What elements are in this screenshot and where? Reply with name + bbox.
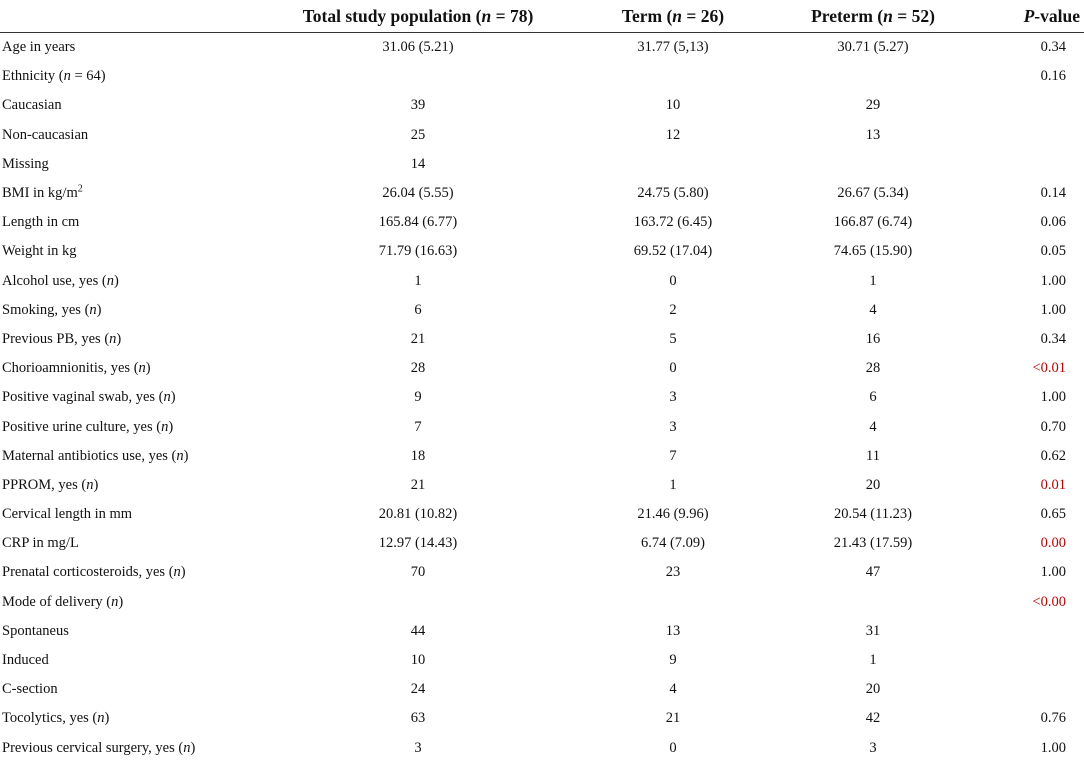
table-row [0, 150, 1084, 179]
cell-preterm: 42 [865, 710, 881, 727]
row-label-text: Caucasian [2, 97, 62, 114]
cell-p-value: 0.05 [1040, 243, 1066, 260]
cell-total: 12.97 (14.43) [378, 535, 458, 552]
row-label-text: Cervical length in mm [2, 506, 133, 523]
table-row [0, 296, 1084, 325]
cell-term: 163.72 (6.45) [633, 214, 713, 231]
cell-total: 70 [410, 564, 426, 581]
header-p-value: P-value [988, 0, 1084, 33]
row-label-suffix: ) [183, 447, 189, 464]
row-label-text: Maternal antibiotics use, yes ( [2, 447, 177, 464]
cell-preterm: 28 [865, 360, 881, 377]
row-label-variable: n [89, 301, 97, 318]
cell-p-value: 1.00 [1040, 301, 1066, 318]
cell-preterm: 1 [869, 652, 877, 669]
table-row [0, 354, 1084, 383]
cell-term: 1 [669, 476, 677, 493]
row-label-suffix: ) [116, 330, 122, 347]
cell-preterm: 74.65 (15.90) [833, 243, 913, 260]
row-label [0, 471, 248, 500]
cell-p-value: 1.00 [1040, 564, 1066, 581]
table-row [0, 529, 1084, 558]
row-label-text: PPROM, yes ( [2, 476, 87, 493]
row-label-variable: n [86, 476, 94, 493]
cell-preterm: 4 [869, 301, 877, 318]
cell-p-value: 0.06 [1040, 214, 1066, 231]
cell-total: 26.04 (5.55) [382, 185, 454, 202]
cell-total: 165.84 (6.77) [378, 214, 458, 231]
row-label-text: CRP in mg/L [2, 535, 79, 552]
cell-p-value: 0.34 [1040, 330, 1066, 347]
table-row [0, 208, 1084, 237]
cell-p-value: 0.00 [1040, 535, 1066, 552]
cell-p-value: 1.00 [1040, 739, 1066, 756]
cell-term: 4 [669, 681, 677, 698]
table-row [0, 383, 1084, 412]
row-label [0, 383, 248, 412]
cell-p-value: 0.16 [1040, 68, 1066, 85]
cell-p-value: 0.62 [1040, 447, 1066, 464]
cell-preterm: 47 [865, 564, 881, 581]
cell-total: 10 [410, 652, 426, 669]
row-label-text: Mode of delivery ( [2, 593, 112, 610]
row-label-variable: n [97, 710, 105, 727]
row-label-variable: n [138, 360, 146, 377]
row-label-suffix: ) [93, 476, 99, 493]
row-label-suffix: ) [168, 418, 174, 435]
header-total-population: Total study population (n = 78) [248, 0, 588, 33]
table-row [0, 325, 1084, 354]
cell-total: 9 [414, 389, 422, 406]
cell-p-value [988, 91, 1084, 120]
table-row [0, 588, 1084, 617]
row-label-variable: n [161, 418, 169, 435]
row-label-suffix: ) [118, 593, 124, 610]
table-row [0, 237, 1084, 266]
cell-total: 25 [410, 126, 426, 143]
cell-total: 7 [414, 418, 422, 435]
row-label-text: Age in years [2, 39, 76, 56]
table-row [0, 704, 1084, 733]
table-row [0, 617, 1084, 646]
row-label [0, 296, 248, 325]
cell-p-value [988, 646, 1084, 675]
cell-p-value: 0.70 [1040, 418, 1066, 435]
cell-p-value: 0.14 [1040, 185, 1066, 202]
cell-preterm: 30.71 (5.27) [837, 39, 909, 56]
row-label-text: Positive urine culture, yes ( [2, 418, 162, 435]
cell-p-value: 1.00 [1040, 389, 1066, 406]
row-label-suffix: ) [145, 360, 151, 377]
cell-total: 18 [410, 447, 426, 464]
cell-p-value: 0.65 [1040, 506, 1066, 523]
cell-total: 63 [410, 710, 426, 727]
cell-p-value: 0.76 [1040, 710, 1066, 727]
cell-preterm: 3 [869, 739, 877, 756]
row-label [0, 704, 248, 733]
row-label [0, 646, 248, 675]
row-label [0, 121, 248, 150]
cell-term [588, 62, 758, 91]
table-row [0, 62, 1084, 91]
table-row [0, 267, 1084, 296]
cell-term: 21 [665, 710, 681, 727]
header-label-column [0, 0, 248, 33]
row-label-variable: n [106, 272, 114, 289]
header-row [0, 0, 1084, 33]
row-label [0, 237, 248, 266]
table-row [0, 179, 1084, 208]
cell-total: 31.06 (5.21) [382, 39, 454, 56]
row-label [0, 354, 248, 383]
cell-term [588, 150, 758, 179]
cell-preterm: 166.87 (6.74) [833, 214, 913, 231]
cell-term: 13 [665, 622, 681, 639]
row-label [0, 325, 248, 354]
row-label [0, 529, 248, 558]
cell-total: 39 [410, 97, 426, 114]
table-row [0, 33, 1084, 63]
row-label [0, 412, 248, 441]
table-row [0, 500, 1084, 529]
cell-total: 6 [414, 301, 422, 318]
row-label [0, 62, 248, 91]
cell-term: 2 [669, 301, 677, 318]
row-label-suffix: ) [104, 710, 110, 727]
cell-total: 24 [410, 681, 426, 698]
row-label-text: BMI in kg/m [2, 185, 78, 202]
cell-preterm: 26.67 (5.34) [837, 185, 909, 202]
row-label-variable: n [183, 739, 191, 756]
cell-term: 21.46 (9.96) [637, 506, 709, 523]
row-label [0, 588, 248, 617]
row-label-text: Previous cervical surgery, yes ( [2, 739, 184, 756]
row-label-variable: n [109, 330, 117, 347]
row-label-text: Weight in kg [2, 243, 77, 260]
row-label-variable: n [176, 447, 184, 464]
cell-preterm: 4 [869, 418, 877, 435]
row-label-text: Positive vaginal swab, yes ( [2, 389, 164, 406]
cell-preterm [758, 62, 988, 91]
table-row [0, 121, 1084, 150]
row-label-text: C-section [2, 681, 58, 698]
row-label [0, 558, 248, 587]
cell-total [248, 588, 588, 617]
table-row [0, 442, 1084, 471]
row-label [0, 500, 248, 529]
row-label [0, 734, 248, 763]
cell-total: 20.81 (10.82) [378, 506, 458, 523]
cell-total: 28 [410, 360, 426, 377]
cell-total: 3 [414, 739, 422, 756]
cell-p-value [988, 121, 1084, 150]
row-label-variable: n [173, 564, 181, 581]
cell-preterm: 29 [865, 97, 881, 114]
row-label-text: Ethnicity ( [2, 68, 64, 85]
row-label-text: Smoking, yes ( [2, 301, 90, 318]
cell-preterm: 13 [865, 126, 881, 143]
row-label-text: Tocolytics, yes ( [2, 710, 98, 727]
row-label [0, 675, 248, 704]
table-body [0, 33, 1084, 763]
cell-preterm: 11 [866, 447, 880, 464]
cell-p-value: 0.34 [1040, 39, 1066, 56]
cell-p-value: <0.01 [1032, 360, 1066, 377]
table-header [0, 0, 1084, 33]
cell-total: 21 [410, 330, 426, 347]
row-label-suffix: ) [190, 739, 196, 756]
row-label-text: Missing [2, 155, 49, 172]
cell-p-value: 1.00 [1040, 272, 1066, 289]
row-label [0, 179, 248, 208]
cell-preterm [758, 588, 988, 617]
cell-term: 5 [669, 330, 677, 347]
cell-term: 0 [669, 272, 677, 289]
cell-term: 0 [669, 360, 677, 377]
row-label-text: Alcohol use, yes ( [2, 272, 107, 289]
cell-term: 9 [669, 652, 677, 669]
row-label-suffix: ) [170, 389, 176, 406]
row-label-text: Previous PB, yes ( [2, 330, 110, 347]
table-row [0, 471, 1084, 500]
cell-p-value: <0.00 [1032, 593, 1066, 610]
cell-total: 21 [410, 476, 426, 493]
table-row [0, 646, 1084, 675]
cell-term: 10 [665, 97, 681, 114]
cell-total: 14 [410, 155, 426, 172]
cell-term: 12 [665, 126, 681, 143]
row-label-suffix: ) [113, 272, 119, 289]
row-label-suffix: = 64) [70, 68, 106, 85]
cell-term: 0 [669, 739, 677, 756]
cell-term: 24.75 (5.80) [637, 185, 709, 202]
header-term: Term (n = 26) [588, 0, 758, 33]
row-label-text: Prenatal corticosteroids, yes ( [2, 564, 174, 581]
row-label [0, 267, 248, 296]
row-label [0, 33, 248, 63]
cell-p-value: 0.01 [1040, 476, 1066, 493]
cell-preterm: 20 [865, 681, 881, 698]
cell-term: 23 [665, 564, 681, 581]
cell-term: 6.74 (7.09) [640, 535, 706, 552]
row-label [0, 208, 248, 237]
table-row [0, 675, 1084, 704]
row-label-variable: n [163, 389, 171, 406]
row-label-text: Spontaneus [2, 622, 69, 639]
row-label-variable: n [63, 68, 71, 85]
cell-term: 3 [669, 418, 677, 435]
row-label-superscript: 2 [77, 183, 83, 195]
row-label-text: Chorioamnionitis, yes ( [2, 360, 139, 377]
row-label-variable: n [111, 593, 119, 610]
cell-total [248, 62, 588, 91]
cell-total: 44 [410, 622, 426, 639]
row-label-suffix: ) [96, 301, 102, 318]
cell-preterm: 6 [869, 389, 877, 406]
cell-p-value [988, 675, 1084, 704]
table-row [0, 91, 1084, 120]
cell-preterm: 31 [865, 622, 881, 639]
table-row [0, 734, 1084, 763]
cell-preterm: 20 [865, 476, 881, 493]
row-label-text: Length in cm [2, 214, 80, 231]
table-row [0, 412, 1084, 441]
cell-term: 69.52 (17.04) [633, 243, 713, 260]
cell-total: 1 [414, 272, 422, 289]
row-label [0, 150, 248, 179]
cell-total: 71.79 (16.63) [378, 243, 458, 260]
cell-p-value [988, 617, 1084, 646]
cell-term: 31.77 (5,13) [637, 39, 709, 56]
row-label-suffix: ) [180, 564, 186, 581]
row-label-text: Induced [2, 652, 49, 669]
row-label [0, 91, 248, 120]
cell-p-value [988, 150, 1084, 179]
cell-preterm: 16 [865, 330, 881, 347]
table-row [0, 558, 1084, 587]
row-label-text: Non-caucasian [2, 126, 89, 143]
cell-preterm [758, 150, 988, 179]
cell-term: 3 [669, 389, 677, 406]
cell-preterm: 21.43 (17.59) [833, 535, 913, 552]
cell-preterm: 20.54 (11.23) [834, 506, 912, 523]
cell-term [588, 588, 758, 617]
cell-preterm: 1 [869, 272, 877, 289]
row-label [0, 442, 248, 471]
cell-term: 7 [669, 447, 677, 464]
row-label [0, 617, 248, 646]
header-preterm: Preterm (n = 52) [758, 0, 988, 33]
